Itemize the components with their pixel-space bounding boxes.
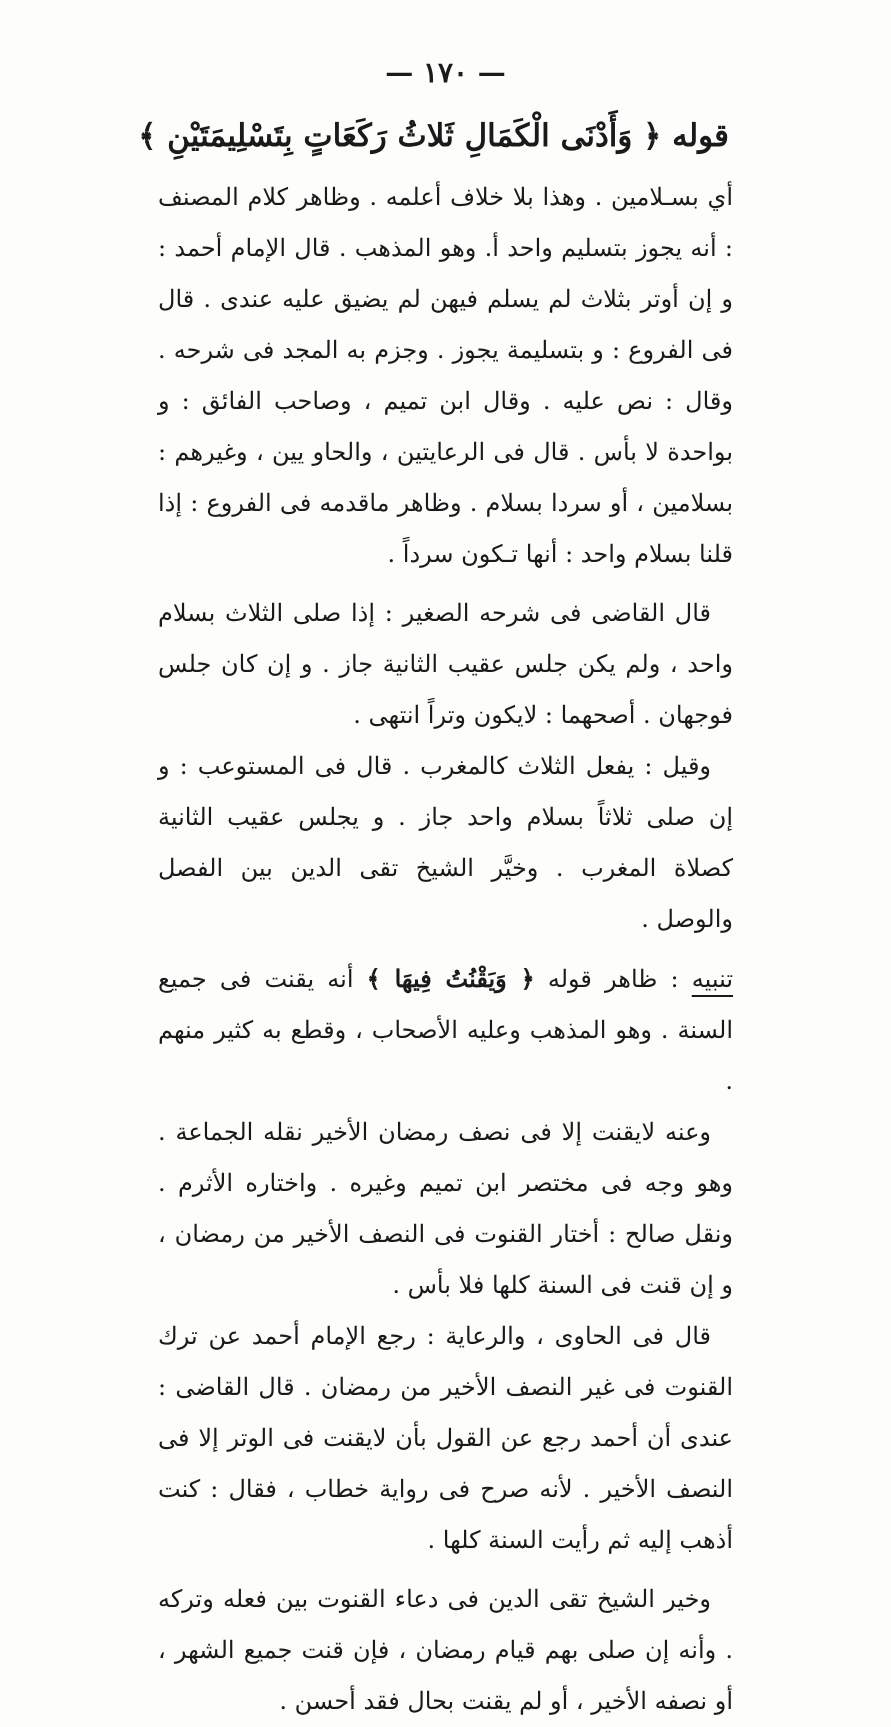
- paragraph-6: قال فى الحاوى ، والرعاية : رجع الإمام أحمد عن ترك القنوت فى غير النصف الأخير من رمضان . قال القاضى : عندى أن أحمد رجع عن القول بأن لايقنت فى الوتر إلا فى النصف الأخير . لأنه صرح فى رواية خطاب ، فقال : كنت أذهب إليه ثم رأيت السنة كلها .: [158, 1322, 733, 1554]
- paragraph-7: وخير الشيخ تقى الدين فى دعاء القنوت بين فعله وتركه . وأنه إن صلى بهم قيام رمضان ، فإن قنت جميع الشهر ، أو نصفه الأخير ، أو لم يقنت بحال فقد أحسن .: [158, 1585, 733, 1715]
- paragraph-5: وعنه لايقنت إلا فى نصف رمضان الأخير نقله الجماعة . وهو وجه فى مختصر ابن تميم وغيره . واختاره الأثرم . ونقل صالح : أختار القنوت فى النصف الأخير من رمضان ، و إن قنت فى السنة كلها فلا بأس .: [158, 1118, 733, 1299]
- quoted-text: ﴿ وَيَقْنُتُ فِيهَا ﴾: [366, 964, 535, 993]
- paragraph-4-text-after: أنه يقنت فى جميع السنة . وهو المذهب وعليه الأصحاب ، وقطع به كثير منهم .: [158, 965, 733, 1095]
- paragraph-3: وقيل : يفعل الثلاث كالمغرب . قال فى المستوعب : و إن صلى ثلاثاً بسلام واحد جاز . و يجلس عقيب الثانية كصلاة المغرب . وخيَّر الشيخ تقى الدين بين الفصل والوصل .: [158, 752, 733, 933]
- page-number: — ١٧٠ —: [385, 56, 506, 89]
- section-heading: قوله ﴿ وَأَدْنَى الْكَمَالِ ثَلاثُ رَكَعَاتٍ بِتَسْلِيمَتَيْنِ ﴾: [138, 118, 729, 154]
- paragraph-4: [158, 953, 733, 1107]
- paragraph-4-text-before: : ظاهر قوله: [534, 965, 692, 993]
- paragraph-1: أي بسـلامين . وهذا بلا خلاف أعلمه . وظاهر كلام المصنف : أنه يجوز بتسليم واحد أ. وهو المذهب . قال الإمام أحمد : و إن أوتر بثلاث لم يسلم فيهن لم يضيق عليه عندى . قال فى الفروع : و بتسليمة يجوز . وجزم به المجد فى شرحه . وقال : نص عليه . وقال ابن تميم ، وصاحب الفائق : و بواحدة لا بأس . قال فى الرعايتين ، والحاو يين ، وغيرهم : بسلامين ، أو سردا بسلام . وظاهر ماقدمه فى الفروع : إذا قلنا بسلام واحد : أنها تـكون سرداً .: [158, 183, 733, 568]
- page-body: [158, 172, 733, 1727]
- paragraph-2: قال القاضى فى شرحه الصغير : إذا صلى الثلاث بسلام واحد ، ولم يكن جلس عقيب الثانية جاز . و إن كان جلس فوجهان . أصحهما : لايكون وتراً انتهى .: [158, 599, 733, 729]
- note-label: تنبيه: [691, 965, 734, 993]
